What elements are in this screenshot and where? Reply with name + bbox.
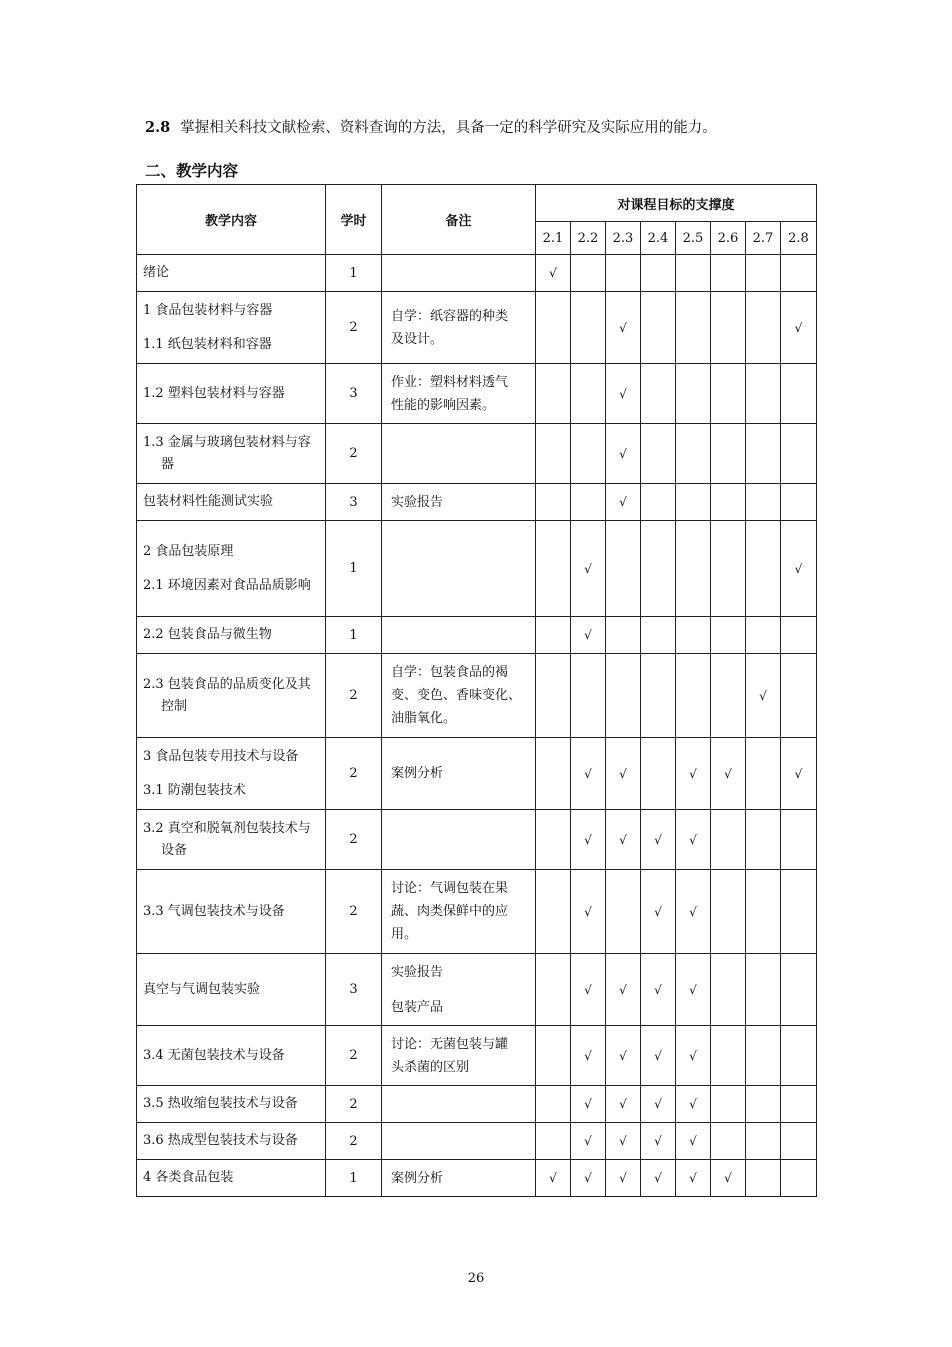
support-cell-2.4 <box>641 738 676 810</box>
support-cell-2.8 <box>781 484 817 521</box>
topic-line: 绪论 <box>143 265 170 280</box>
support-cell-2.1 <box>536 654 571 738</box>
check-mark: √ <box>689 832 697 847</box>
table-row <box>137 617 817 654</box>
support-cell-2.4 <box>641 255 676 292</box>
table-row <box>137 255 817 292</box>
header-goal: 2.2 <box>571 222 606 255</box>
note-line: 自学：包装食品的褐 <box>391 665 509 680</box>
cell-hours: 3 <box>326 364 382 424</box>
check-mark: √ <box>619 320 627 335</box>
check-mark: √ <box>689 982 697 997</box>
support-cell-2.5 <box>676 484 711 521</box>
topic-line: 4 各类食品包装 <box>143 1170 234 1185</box>
support-cell-2.5 <box>676 1026 711 1086</box>
note-line: 及设计。 <box>391 331 444 347</box>
check-mark: √ <box>584 628 592 642</box>
support-cell-2.5 <box>676 424 711 484</box>
check-mark: √ <box>584 561 592 576</box>
cell-topic <box>137 521 326 617</box>
check-mark: √ <box>584 1171 592 1185</box>
check-mark: √ <box>794 320 803 335</box>
support-cell-2.6 <box>711 810 746 870</box>
support-cell-2.4 <box>641 1086 676 1123</box>
topic-line: 真空与气调包装实验 <box>143 981 261 997</box>
check-mark: √ <box>619 1171 627 1185</box>
support-cell-2.7 <box>746 484 781 521</box>
cell-hours: 2 <box>326 738 382 810</box>
support-cell-2.3 <box>606 738 641 810</box>
cell-hours: 3 <box>326 954 382 1026</box>
support-cell-2.4 <box>641 654 676 738</box>
header-goal: 2.4 <box>641 222 676 255</box>
note-line: 案例分析 <box>391 766 444 781</box>
check-mark: √ <box>724 1171 732 1185</box>
section-title: 二、教学内容 <box>145 162 239 180</box>
check-mark: √ <box>689 1134 697 1148</box>
support-cell-2.1 <box>536 954 571 1026</box>
topic-line: 1.3 金属与玻璃包装材料与容器 <box>143 434 311 472</box>
support-cell-2.5 <box>676 1123 711 1160</box>
cell-topic <box>137 870 326 954</box>
support-cell-2.2 <box>571 424 606 484</box>
topic-line: 包装材料性能测试实验 <box>143 494 274 509</box>
table-row <box>137 521 817 617</box>
table-row <box>137 364 817 424</box>
header-goal: 2.3 <box>606 222 641 255</box>
check-mark: √ <box>654 982 662 997</box>
cell-hours: 2 <box>326 424 382 484</box>
table-row <box>137 1026 817 1086</box>
header-goal: 2.5 <box>676 222 711 255</box>
support-cell-2.3 <box>606 292 641 364</box>
support-cell-2.4 <box>641 870 676 954</box>
note-line: 变、变色、香味变化、 <box>391 688 522 703</box>
support-cell-2.5 <box>676 654 711 738</box>
support-cell-2.4 <box>641 424 676 484</box>
support-cell-2.7 <box>746 255 781 292</box>
support-cell-2.7 <box>746 810 781 870</box>
support-cell-2.8 <box>781 738 817 810</box>
support-cell-2.1 <box>536 521 571 617</box>
table-row <box>137 954 817 1026</box>
support-cell-2.5 <box>676 810 711 870</box>
support-cell-2.7 <box>746 424 781 484</box>
note-line: 性能的影响因素。 <box>391 397 496 413</box>
table-row <box>137 484 817 521</box>
cell-topic <box>137 1026 326 1086</box>
support-cell-2.4 <box>641 1026 676 1086</box>
support-cell-2.2 <box>571 484 606 521</box>
header-topic: 教学内容 <box>137 185 326 255</box>
topic-line: 1.2 塑料包装材料与容器 <box>143 385 285 401</box>
cell-topic <box>137 1123 326 1160</box>
check-mark: √ <box>619 982 627 997</box>
table-row <box>137 424 817 484</box>
cell-topic <box>137 424 326 484</box>
support-cell-2.6 <box>711 364 746 424</box>
topic-line: 2 食品包装原理 <box>143 543 234 559</box>
support-cell-2.1 <box>536 255 571 292</box>
note-line: 油脂氧化。 <box>391 711 457 726</box>
support-cell-2.7 <box>746 1123 781 1160</box>
support-cell-2.3 <box>606 255 641 292</box>
intro-text: 掌握相关科技文献检索、资料查询的方法，具备一定的科学研究及实际应用的能力。 <box>180 120 717 136</box>
note-line: 实验报告 <box>391 964 444 980</box>
cell-note <box>382 364 536 424</box>
check-mark: √ <box>584 904 592 919</box>
support-cell-2.8 <box>781 1123 817 1160</box>
support-cell-2.2 <box>571 1123 606 1160</box>
support-cell-2.7 <box>746 617 781 654</box>
cell-hours: 2 <box>326 1123 382 1160</box>
support-cell-2.7 <box>746 1160 781 1197</box>
cell-topic <box>137 1086 326 1123</box>
check-mark: √ <box>584 982 592 997</box>
support-cell-2.6 <box>711 255 746 292</box>
support-cell-2.4 <box>641 364 676 424</box>
cell-topic <box>137 484 326 521</box>
support-cell-2.5 <box>676 617 711 654</box>
header-support: 对课程目标的支撑度 <box>536 185 817 222</box>
support-cell-2.2 <box>571 1086 606 1123</box>
support-cell-2.4 <box>641 484 676 521</box>
support-cell-2.3 <box>606 1123 641 1160</box>
support-cell-2.1 <box>536 1123 571 1160</box>
support-cell-2.6 <box>711 738 746 810</box>
support-cell-2.1 <box>536 810 571 870</box>
support-cell-2.2 <box>571 738 606 810</box>
support-cell-2.6 <box>711 654 746 738</box>
note-line: 用。 <box>391 927 418 942</box>
topic-line: 2.3 包装食品的品质变化及其控制 <box>143 676 311 714</box>
support-cell-2.1 <box>536 1086 571 1123</box>
cell-topic <box>137 1160 326 1197</box>
support-cell-2.2 <box>571 521 606 617</box>
check-mark: √ <box>619 386 627 401</box>
support-cell-2.8 <box>781 364 817 424</box>
topic-line: 3.4 无菌包装技术与设备 <box>143 1047 285 1063</box>
cell-note <box>382 255 536 292</box>
support-cell-2.8 <box>781 654 817 738</box>
cell-note <box>382 1123 536 1160</box>
check-mark: √ <box>654 904 662 919</box>
support-cell-2.1 <box>536 617 571 654</box>
support-cell-2.6 <box>711 954 746 1026</box>
support-cell-2.7 <box>746 738 781 810</box>
support-cell-2.8 <box>781 521 817 617</box>
check-mark: √ <box>584 1097 592 1111</box>
check-mark: √ <box>689 904 697 919</box>
support-cell-2.7 <box>746 1086 781 1123</box>
check-mark: √ <box>794 766 803 781</box>
support-cell-2.8 <box>781 954 817 1026</box>
support-cell-2.1 <box>536 292 571 364</box>
cell-note <box>382 870 536 954</box>
support-cell-2.8 <box>781 424 817 484</box>
support-cell-2.3 <box>606 521 641 617</box>
cell-topic <box>137 617 326 654</box>
intro-number: 2.8 <box>145 119 171 136</box>
support-cell-2.4 <box>641 810 676 870</box>
support-cell-2.7 <box>746 870 781 954</box>
support-cell-2.3 <box>606 484 641 521</box>
support-cell-2.1 <box>536 738 571 810</box>
support-cell-2.8 <box>781 1026 817 1086</box>
cell-topic <box>137 654 326 738</box>
support-cell-2.5 <box>676 1086 711 1123</box>
support-cell-2.4 <box>641 292 676 364</box>
support-cell-2.6 <box>711 617 746 654</box>
support-cell-2.2 <box>571 870 606 954</box>
cell-topic <box>137 255 326 292</box>
support-cell-2.6 <box>711 1123 746 1160</box>
support-cell-2.5 <box>676 1160 711 1197</box>
support-cell-2.1 <box>536 1160 571 1197</box>
support-cell-2.3 <box>606 810 641 870</box>
support-cell-2.6 <box>711 1026 746 1086</box>
support-cell-2.8 <box>781 617 817 654</box>
support-cell-2.4 <box>641 954 676 1026</box>
support-cell-2.4 <box>641 521 676 617</box>
cell-hours: 1 <box>326 1160 382 1197</box>
support-cell-2.3 <box>606 1026 641 1086</box>
check-mark: √ <box>584 832 592 847</box>
check-mark: √ <box>619 1048 627 1063</box>
table-body <box>137 255 817 1197</box>
check-mark: √ <box>619 495 627 509</box>
support-cell-2.2 <box>571 654 606 738</box>
support-cell-2.8 <box>781 1160 817 1197</box>
note-line: 头杀菌的区别 <box>391 1059 470 1075</box>
support-cell-2.1 <box>536 424 571 484</box>
cell-hours: 2 <box>326 870 382 954</box>
support-cell-2.5 <box>676 292 711 364</box>
support-cell-2.1 <box>536 1026 571 1086</box>
note-line: 讨论：无菌包装与罐 <box>391 1036 509 1052</box>
cell-note <box>382 617 536 654</box>
support-cell-2.7 <box>746 954 781 1026</box>
note-line: 讨论：气调包装在果 <box>391 881 509 896</box>
check-mark: √ <box>794 561 803 576</box>
topic-line: 3.3 气调包装技术与设备 <box>143 903 285 919</box>
table-row <box>137 1123 817 1160</box>
support-cell-2.8 <box>781 810 817 870</box>
support-cell-2.1 <box>536 870 571 954</box>
cell-note <box>382 654 536 738</box>
topic-line: 3.6 热成型包装技术与设备 <box>143 1133 298 1148</box>
note-line: 自学：纸容器的种类 <box>391 308 509 324</box>
support-cell-2.5 <box>676 870 711 954</box>
header-goal: 2.1 <box>536 222 571 255</box>
cell-topic <box>137 292 326 364</box>
support-cell-2.1 <box>536 364 571 424</box>
topic-line: 1.1 纸包装材料和容器 <box>143 336 272 352</box>
header-goal: 2.7 <box>746 222 781 255</box>
header-note: 备注 <box>382 185 536 255</box>
support-cell-2.2 <box>571 810 606 870</box>
note-line: 案例分析 <box>391 1170 444 1186</box>
support-cell-2.6 <box>711 292 746 364</box>
cell-note <box>382 484 536 521</box>
topic-line: 3.2 真空和脱氧剂包装技术与设备 <box>143 820 311 858</box>
support-cell-2.2 <box>571 292 606 364</box>
support-cell-2.7 <box>746 364 781 424</box>
table-row <box>137 292 817 364</box>
support-cell-2.1 <box>536 484 571 521</box>
support-cell-2.2 <box>571 954 606 1026</box>
cell-hours: 2 <box>326 1026 382 1086</box>
check-mark: √ <box>689 1171 697 1185</box>
note-line: 作业：塑料材料透气 <box>391 374 509 390</box>
cell-note <box>382 810 536 870</box>
check-mark: √ <box>689 1097 697 1111</box>
support-cell-2.3 <box>606 954 641 1026</box>
support-cell-2.2 <box>571 1160 606 1197</box>
check-mark: √ <box>724 766 732 781</box>
support-cell-2.5 <box>676 954 711 1026</box>
support-cell-2.5 <box>676 738 711 810</box>
check-mark: √ <box>584 766 592 781</box>
cell-hours: 1 <box>326 255 382 292</box>
note-line: 蔬、肉类保鲜中的应 <box>391 904 509 919</box>
support-cell-2.3 <box>606 364 641 424</box>
header-goal: 2.6 <box>711 222 746 255</box>
support-cell-2.3 <box>606 617 641 654</box>
check-mark: √ <box>654 1171 662 1185</box>
support-cell-2.8 <box>781 870 817 954</box>
support-cell-2.8 <box>781 255 817 292</box>
support-cell-2.7 <box>746 292 781 364</box>
topic-line: 1 食品包装材料与容器 <box>143 302 273 318</box>
support-cell-2.7 <box>746 654 781 738</box>
support-cell-2.4 <box>641 1160 676 1197</box>
check-mark: √ <box>619 1134 627 1148</box>
page-number: 26 <box>467 1271 485 1286</box>
topic-line: 3.1 防潮包装技术 <box>143 782 246 798</box>
check-mark: √ <box>549 1171 557 1185</box>
cell-hours: 1 <box>326 617 382 654</box>
support-cell-2.5 <box>676 521 711 617</box>
check-mark: √ <box>654 1048 662 1063</box>
header-goal: 2.8 <box>781 222 817 255</box>
support-cell-2.6 <box>711 484 746 521</box>
cell-hours: 2 <box>326 1086 382 1123</box>
check-mark: √ <box>759 688 767 703</box>
support-cell-2.6 <box>711 1160 746 1197</box>
support-cell-2.4 <box>641 1123 676 1160</box>
table-row <box>137 810 817 870</box>
topic-line: 2.1 环境因素对食品品质影响 <box>143 577 311 593</box>
support-cell-2.3 <box>606 870 641 954</box>
support-cell-2.3 <box>606 654 641 738</box>
cell-topic <box>137 364 326 424</box>
check-mark: √ <box>689 766 697 781</box>
check-mark: √ <box>619 832 627 847</box>
topic-line: 2.2 包装食品与微生物 <box>143 627 272 642</box>
cell-hours: 2 <box>326 654 382 738</box>
check-mark: √ <box>654 832 662 847</box>
cell-topic <box>137 810 326 870</box>
support-cell-2.5 <box>676 255 711 292</box>
support-cell-2.8 <box>781 1086 817 1123</box>
check-mark: √ <box>619 766 627 781</box>
cell-note <box>382 1086 536 1123</box>
topic-line: 3.5 热收缩包装技术与设备 <box>143 1096 298 1111</box>
check-mark: √ <box>584 1134 592 1148</box>
check-mark: √ <box>619 446 627 461</box>
support-cell-2.5 <box>676 364 711 424</box>
cell-hours: 3 <box>326 484 382 521</box>
topic-line: 3 食品包装专用技术与设备 <box>143 748 299 764</box>
cell-note <box>382 738 536 810</box>
support-cell-2.3 <box>606 1160 641 1197</box>
support-cell-2.2 <box>571 255 606 292</box>
cell-note <box>382 424 536 484</box>
support-cell-2.6 <box>711 1086 746 1123</box>
cell-hours: 2 <box>326 292 382 364</box>
table-row <box>137 1160 817 1197</box>
note-line: 包装产品 <box>391 999 444 1015</box>
check-mark: √ <box>549 266 557 280</box>
support-cell-2.3 <box>606 424 641 484</box>
check-mark: √ <box>689 1048 697 1063</box>
support-cell-2.4 <box>641 617 676 654</box>
support-cell-2.6 <box>711 521 746 617</box>
table-row <box>137 738 817 810</box>
support-cell-2.6 <box>711 424 746 484</box>
cell-note <box>382 1160 536 1197</box>
check-mark: √ <box>619 1097 627 1111</box>
support-cell-2.2 <box>571 1026 606 1086</box>
cell-topic <box>137 954 326 1026</box>
intro-paragraph <box>145 117 845 139</box>
support-cell-2.7 <box>746 1026 781 1086</box>
support-cell-2.3 <box>606 1086 641 1123</box>
header-hours: 学时 <box>326 185 382 255</box>
cell-note <box>382 521 536 617</box>
table-row <box>137 1086 817 1123</box>
cell-note <box>382 1026 536 1086</box>
cell-hours: 2 <box>326 810 382 870</box>
check-mark: √ <box>584 1048 592 1063</box>
cell-note <box>382 292 536 364</box>
cell-topic <box>137 738 326 810</box>
table-row <box>137 870 817 954</box>
check-mark: √ <box>654 1097 662 1111</box>
support-cell-2.7 <box>746 521 781 617</box>
cell-note <box>382 954 536 1026</box>
support-cell-2.6 <box>711 870 746 954</box>
support-cell-2.8 <box>781 292 817 364</box>
table-row <box>137 654 817 738</box>
note-line: 实验报告 <box>391 494 444 510</box>
support-cell-2.2 <box>571 617 606 654</box>
teaching-content-table <box>136 184 817 1197</box>
support-cell-2.2 <box>571 364 606 424</box>
cell-hours: 1 <box>326 521 382 617</box>
check-mark: √ <box>654 1134 662 1148</box>
